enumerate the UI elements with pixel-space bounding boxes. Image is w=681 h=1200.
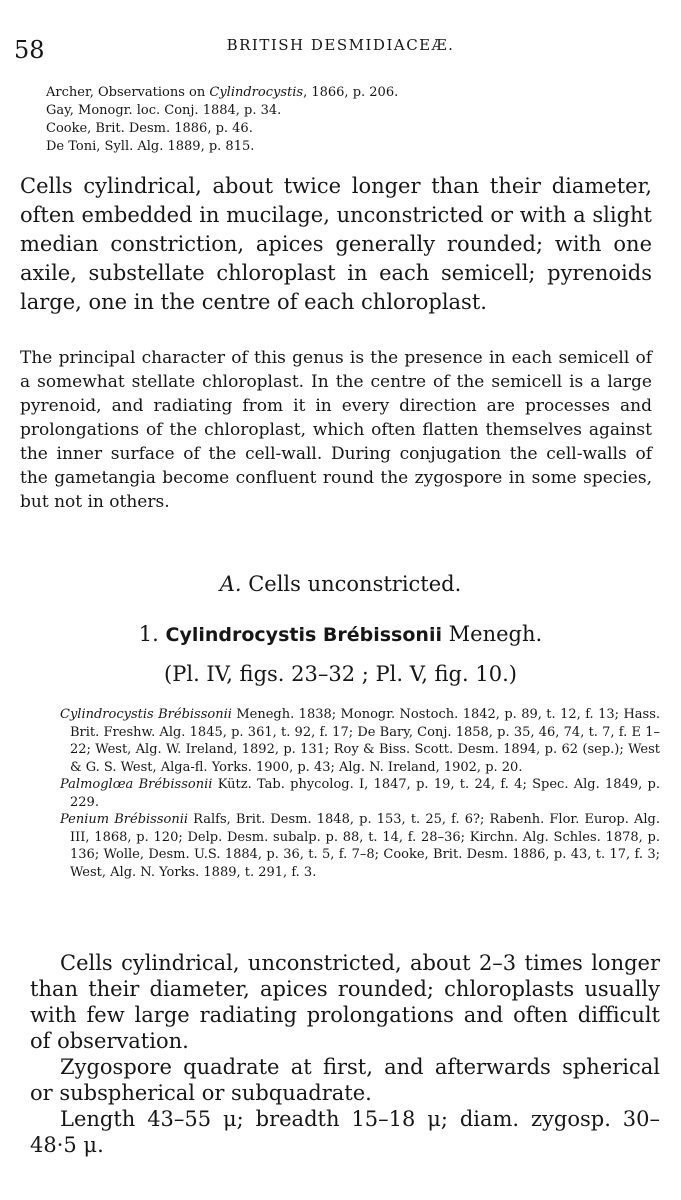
reference-line: Cooke, Brit. Desm. 1886, p. 46. [46,121,253,136]
species-description [30,950,660,1158]
species-heading [0,622,681,646]
running-head: BRITISH DESMIDIACEÆ. [226,36,455,54]
synonym-entry: Penium Brébissonii Ralfs, Brit. Desm. 1848, p. 153, t. 25, f. 6?; Rabenh. Flor. Europ. Alg. III, 1868, p. 120; Delp. Desm. subalp. p. 88, t. 14, f. 28–36; Kirchn. Alg. Schles. 1878, p. 136; Wolle, Desm. U.S. 1884, p. 36, t. 5, f. 7–8; Cooke, Brit. Desm. 1886, p. 43, t. 17, f. 3; West, Alg. N. Yorks. 1889, t. 291, f. 3. [60,812,660,880]
genus-references [46,84,646,156]
plate-reference: (Pl. IV, figs. 23–32 ; Pl. V, fig. 10.) [164,662,517,686]
species-number: 1. [138,622,159,646]
section-heading [0,572,681,596]
measurements-paragraph: Length 43–55 μ; breadth 15–18 μ; diam. zygosp. 30–48·5 μ. [30,1107,660,1157]
species-authority: Menegh. [448,622,543,646]
description-paragraph: Cells cylindrical, unconstricted, about 2–3 times longer than their diameter, apices rounded; chloroplasts usually with few large radiating prolongations and often difficult of observation. [30,951,660,1053]
synonym-entry: Palmoglœa Brébissonii Kütz. Tab. phycolog. I, 1847, p. 19, t. 24, f. 4; Spec. Alg. 1849, p. 229. [60,777,660,810]
section-letter: A. [219,572,242,596]
section-title: Cells unconstricted. [248,572,462,596]
page-number: 58 [14,36,45,64]
genus-description: Cells cylindrical, about twice longer than their diameter, often embedded in mucilage, unconstricted or with a slight median constriction, apices generally rounded; with one axile, substellate chloroplast in each semicell; pyrenoids large, one in the centre of each chloroplast. [20,174,652,314]
synonymy-list [60,706,660,881]
synonym-entry: Cylindrocystis Brébissonii Menegh. 1838; Monogr. Nostoch. 1842, p. 89, t. 12, f. 13; Hass. Brit. Freshw. Alg. 1845, p. 361, t. 92, f. 17; De Bary, Conj. 1858, p. 35, 46, 74, t. 7, f. E 1–22; West, Alg. W. Ireland, 1892, p. 131; Roy & Biss. Scott. Desm. 1894, p. 62 (sep.); West & G. S. West, Alga-fl. Yorks. 1900, p. 43; Alg. N. Ireland, 1902, p. 20. [60,707,661,775]
reference-line: Archer, Observations on Cylindrocystis, 1866, p. 206. [46,85,399,100]
genus-note: The principal character of this genus is the presence in each semicell of a somewhat stellate chloroplast. In the centre of the semicell is a large pyrenoid, and radiating from it in every direction are processes and prolongations of the chloroplast, which often flatten themselves against the inner surface of the cell-wall. During conjugation the cell-walls of the gametangia become confluent round the zygospore in some species, but not in others. [20,348,652,512]
description-paragraph: Zygospore quadrate at first, and afterwards spherical or subspherical or subquadrate. [30,1055,660,1105]
species-name: Cylindrocystis Brébissonii [165,624,442,646]
reference-line: Gay, Monogr. loc. Conj. 1884, p. 34. [46,103,282,118]
reference-line: De Toni, Syll. Alg. 1889, p. 815. [46,139,255,154]
